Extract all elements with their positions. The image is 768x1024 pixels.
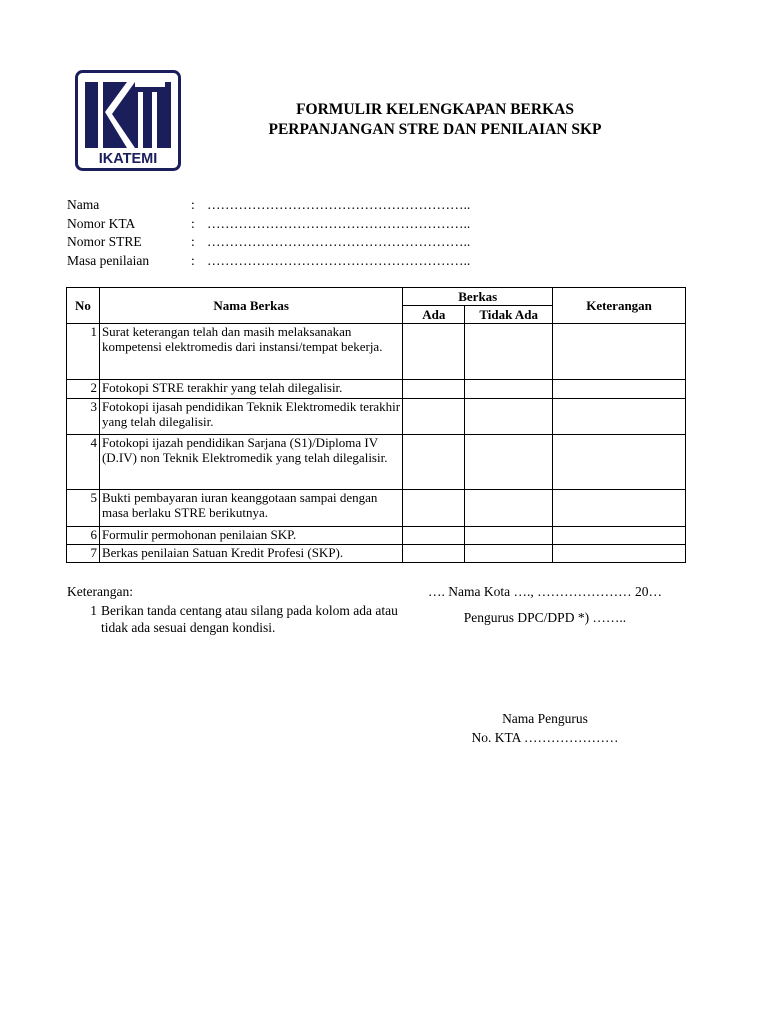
row-nama-berkas: Bukti pembayaran iuran keanggotaan sampai dengan masa berlaku STRE berikutnya. [99,490,402,527]
tidak-ada-checkbox-cell[interactable] [465,399,553,435]
field-label: Masa penilaian [67,252,150,268]
row-number: 4 [67,435,100,490]
field-masa-penilaian [67,252,507,271]
header-no: No [67,288,100,324]
keterangan-cell[interactable] [553,324,686,380]
row-number: 1 [67,324,100,380]
place-date-line: …. Nama Kota …., ………………… 20… [428,584,662,599]
field-value[interactable]: ………………………………………………….. [207,215,471,231]
ada-checkbox-cell[interactable] [403,527,465,545]
header-keterangan: Keterangan [553,288,686,324]
field-nama [67,196,507,215]
pengurus-dpc-line: Pengurus DPC/DPD *) …….. [463,610,627,625]
row-number: 6 [67,527,100,545]
table-row [67,324,686,380]
tidak-ada-checkbox-cell[interactable] [465,435,553,490]
row-number: 2 [67,380,100,399]
table-row [67,435,686,490]
field-colon: : [191,234,195,249]
berkas-table [66,287,686,563]
row-number: 7 [67,545,100,563]
tidak-ada-checkbox-cell[interactable] [465,324,553,380]
header-tidak-ada: Tidak Ada [465,306,553,324]
field-nomor-kta [67,215,507,234]
tidak-ada-checkbox-cell[interactable] [465,380,553,399]
ikatemi-logo [75,70,181,171]
row-number: 3 [67,399,100,435]
field-label: Nomor KTA [67,215,136,231]
field-value[interactable]: ………………………………………………….. [207,197,471,212]
keterangan-cell[interactable] [553,545,686,563]
table-row [67,399,686,435]
field-value[interactable]: ………………………………………………….. [207,234,471,249]
tidak-ada-checkbox-cell[interactable] [465,490,553,527]
table-row [67,490,686,527]
ada-checkbox-cell[interactable] [403,545,465,563]
tidak-ada-checkbox-cell[interactable] [465,527,553,545]
row-nama-berkas: Surat keterangan telah dan masih melaksanakan kompetensi elektromedis dari instansi/tempat bekerja. [99,324,402,380]
field-colon: : [191,197,195,212]
keterangan-cell[interactable] [553,435,686,490]
field-nomor-stre [67,233,507,252]
identity-fields [67,196,507,270]
no-kta-line: No. KTA ………………… [471,730,619,745]
nama-pengurus: Nama Pengurus [502,711,588,726]
tidak-ada-checkbox-cell[interactable] [465,545,553,563]
row-nama-berkas: Fotokopi STRE terakhir yang telah dilegalisir. [99,380,402,399]
field-colon: : [191,215,195,231]
field-label: Nomor STRE [67,234,142,249]
keterangan-cell[interactable] [553,527,686,545]
header-ada: Ada [403,306,465,324]
table-header-row [67,288,686,306]
keterangan-item [67,602,407,636]
keterangan-item-text: Berikan tanda centang atau silang pada kolom ada atau tidak ada sesuai dengan kondisi. [101,603,398,635]
form-title [200,100,670,140]
ada-checkbox-cell[interactable] [403,399,465,435]
ada-checkbox-cell[interactable] [403,380,465,399]
keterangan-cell[interactable] [553,380,686,399]
header-berkas: Berkas [403,288,553,306]
table-row [67,380,686,399]
row-nama-berkas: Fotokopi ijasah pendidikan Teknik Elektromedik terakhir yang telah dilegalisir. [99,399,402,435]
keterangan-item-number: 1 [90,603,97,618]
title-line-2: PERPANJANGAN STRE DAN PENILAIAN SKP [268,121,602,138]
header-nama-berkas: Nama Berkas [99,288,402,324]
title-line-1: FORMULIR KELENGKAPAN BERKAS [296,101,574,118]
row-nama-berkas: Fotokopi ijazah pendidikan Sarjana (S1)/Diploma IV (D.IV) non Teknik Elektromedik yang telah dilegalisir. [99,435,402,490]
row-number: 5 [67,490,100,527]
ada-checkbox-cell[interactable] [403,490,465,527]
keterangan-cell[interactable] [553,490,686,527]
table-row [67,527,686,545]
ada-checkbox-cell[interactable] [403,435,465,490]
field-value[interactable]: ………………………………………………….. [207,252,471,268]
row-nama-berkas: Berkas penilaian Satuan Kredit Profesi (SKP). [99,545,402,563]
table-row [67,545,686,563]
field-colon: : [191,252,195,268]
logo-text: IKATEMI [98,151,158,167]
row-nama-berkas: Formulir permohonan penilaian SKP. [99,527,402,545]
keterangan-cell[interactable] [553,399,686,435]
ada-checkbox-cell[interactable] [403,324,465,380]
keterangan-label: Keterangan: [67,584,133,599]
field-label: Nama [67,197,100,212]
